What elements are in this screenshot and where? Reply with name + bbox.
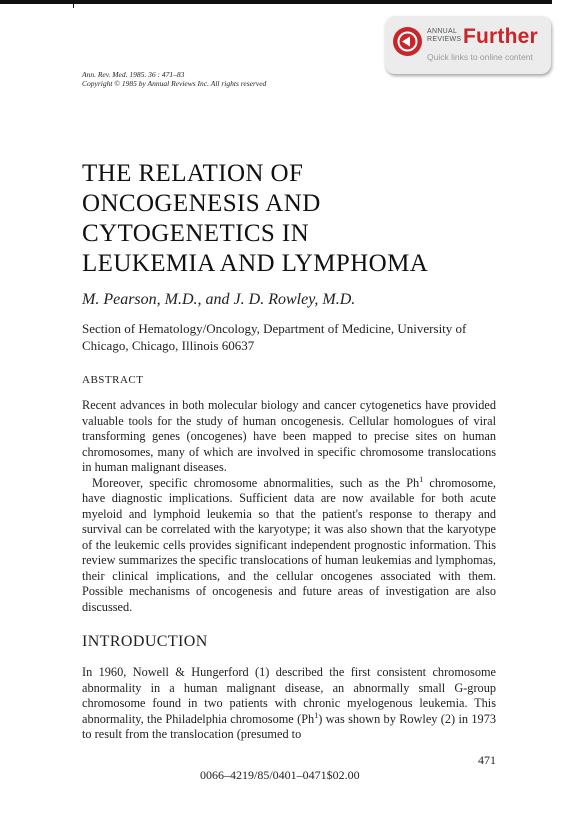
- page-number: 471: [478, 753, 496, 767]
- affiliation: Section of Hematology/Oncology, Department of Medicine, University of Chicago, Chicago, Illinois 60637: [82, 321, 467, 353]
- article-title: [82, 159, 512, 279]
- badge-annual-reviews: ANNUAL REVIEWS: [427, 28, 462, 43]
- title-line: THE RELATION OF: [82, 160, 304, 187]
- abstract-paragraph: Moreover, specific chromosome abnormalities, such as the Ph$^1$ chromosome, have diagnostic implications. Sufficient data are now available for both acute myeloid and lymphoid leukemia so that the patient's response to therapy and survival can be correlated with the karyotype; it was also shown that the karyotype of the leukemic cells provides significant independent prognostic information. This review summarizes the specific translocations of human leukemias and lymphomas, their clinical implications, and the cellular oncogenes associated with them. Possible mechanisms of oncogenesis and future areas of investigation are also discussed.: [82, 474, 497, 614]
- introduction-heading: INTRODUCTION: [82, 633, 208, 650]
- top-border-line: [0, 0, 552, 4]
- introduction-body: [82, 665, 496, 743]
- badge-quick-links: Quick links to online content: [427, 52, 533, 62]
- badge-further-label: Further: [463, 25, 538, 48]
- article-code: 0066–4219/85/0401–0471$02.00: [200, 768, 360, 782]
- title-line: ONCOGENESIS AND: [82, 190, 321, 217]
- authors: M. Pearson, M.D., and J. D. Rowley, M.D.: [82, 291, 356, 308]
- back-arrow-icon: [393, 27, 422, 56]
- abstract-body: [82, 398, 496, 615]
- abstract-paragraph: Recent advances in both molecular biology and cancer cytogenetics have provided valuable tools for the study of human oncogenesis. Cellular homologues of viral transforming genes (oncogenes) have been mapped to precise sites on human chromosomes, many of which are involved in specific chromosome translocations in human malignant diseases.: [82, 398, 496, 474]
- title-line: LEUKEMIA AND LYMPHOMA: [82, 250, 429, 277]
- introduction-paragraph: In 1960, Nowell & Hungerford (1) described the first consistent chromosome abnormality in a human malignant disease, an abnormally small G-group chromosome found in two patients with chronic myelogenous leukemia. This abnormality, the Philadelphia chromosome (Ph$^1$) was shown by Rowley (2) in 1973 to result from the translocation (presumed to: [82, 665, 496, 741]
- journal-citation: [82, 70, 266, 88]
- title-line: CYTOGENETICS IN: [82, 220, 310, 247]
- crop-mark: [73, 0, 74, 8]
- further-badge[interactable]: [385, 16, 551, 74]
- abstract-heading: ABSTRACT: [82, 374, 144, 386]
- copyright-line: Copyright © 1985 by Annual Reviews Inc. All rights reserved: [82, 79, 267, 88]
- citation-line: Ann. Rev. Med. 1985. 36 : 471–83: [82, 70, 185, 79]
